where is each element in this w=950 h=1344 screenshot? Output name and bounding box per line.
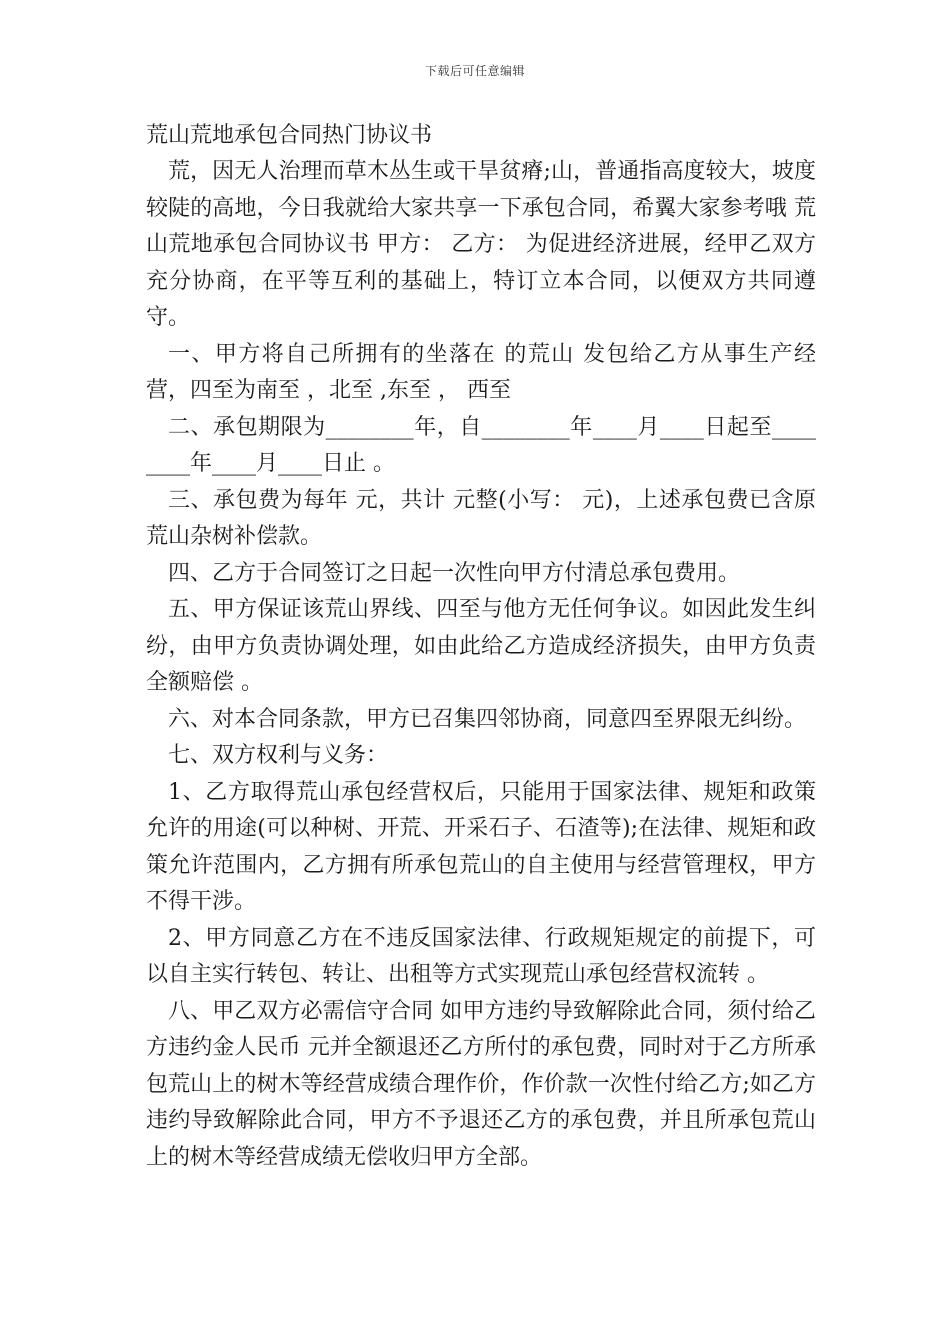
paragraph-clause-7: 七、双方权利与义务： (168, 743, 389, 768)
paragraph-clause-3: 三、承包费为每年 元，共计 元整(小写： 元)，上述承包费已含原荒山杂树补偿款。 (146, 487, 816, 549)
paragraph-clause-7-1: 1、乙方取得荒山承包经营权后，只能用于国家法律、规矩和政策允许的用途(可以种树、开荒、开采石子、石渣等);在法律、规矩和政策允许范围内，乙方拥有所承包荒山的自主使用与经营管理权，甲方不得干涉。 (146, 779, 816, 914)
document-title: 荒山荒地承包合同热门协议书 (146, 123, 433, 148)
page-header-note: 下载后可任意编辑 (424, 64, 525, 78)
paragraph-clause-1: 一、甲方将自己所拥有的坐落在 的荒山 发包给乙方从事生产经营，四至为南至 ，北至 ,东至 ， 西至 (146, 341, 816, 403)
paragraph-intro: 荒，因无人治理而草木丛生或干旱贫瘠;山，普通指高度较大，坡度较陡的高地，今日我就给大家共享一下承包合同，希翼大家参考哦 荒山荒地承包合同协议书 甲方： 乙方： 为促进经济进展，经甲乙双方充分协商，在平等互利的基础上，特订立本合同，以便双方共同遵守。 (146, 159, 816, 330)
paragraph-clause-5: 五、甲方保证该荒山界线、四至与他方无任何争议。如因此发生纠纷，由甲方负责协调处理，如由此给乙方造成经济损失，由甲方负责全额赔偿 。 (146, 597, 816, 695)
paragraph-clause-6: 六、对本合同条款，甲方已召集四邻协商，同意四至界限无纠纷。 (168, 706, 807, 732)
document-body (146, 118, 816, 1176)
paragraph-clause-2: 二、承包期限为________年，自________年____月____日起至________年____月____日止 。 (146, 414, 816, 476)
paragraph-clause-8: 八、甲乙双方必需信守合同 如甲方违约导致解除此合同，须付给乙方违约金人民币 元并全额退还乙方所付的承包费，同时对于乙方所承包荒山上的树木等经营成绩合理作价，作价款一次性付给乙方;如乙方违约导致解除此合同，甲方不予退还乙方的承包费，并且所承包荒山上的树木等经营成绩无偿收归甲方全部。 (146, 998, 816, 1170)
paragraph-clause-4: 四、乙方于合同签订之日起一次性向甲方付清总承包费用。 (168, 560, 741, 586)
paragraph-clause-7-2: 2、甲方同意乙方在不违反国家法律、行政规矩规定的前提下，可以自主实行转包、转让、出租等方式实现荒山承包经营权流转 。 (146, 925, 816, 987)
